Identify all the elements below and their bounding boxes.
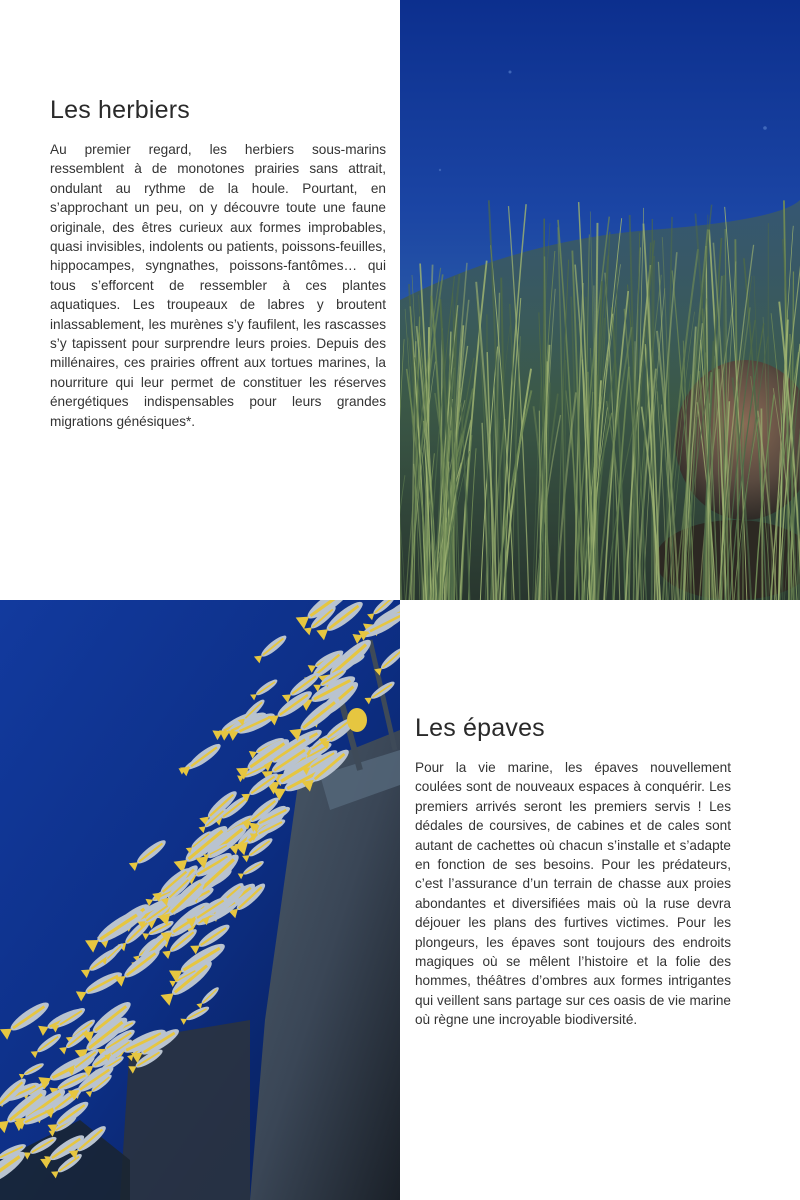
- herbiers-heading: Les herbiers: [50, 96, 190, 124]
- wreck-fish-illustration: [0, 600, 400, 1200]
- epaves-paragraph: Pour la vie marine, les épaves nouvellement coulées sont de nouveaux espaces à conquérir. Les premiers arrivés seront les premiers servis ! Les dédales de coursives, de cabines et de cales sont autant de cachettes où chacun s’installe et s’adapte en fonction de ses besoins. Pour les prédateurs, c’est l’assurance d’un terrain de chasse aux proies abondantes et diversifiées mais où la ruse devra déjouer les plans des furtives victimes. Pour les plongeurs, les épaves sont toujours des endroits magiques où se mêlent l’histoire et la folie des hommes, théâtres d’ombres aux formes intrigantes qui veillent sans partage sur ces oasis de vie marine où règne une incroyable biodiversité.: [415, 760, 731, 1028]
- seagrass-photo: [400, 0, 800, 600]
- seagrass-illustration: [400, 0, 800, 600]
- wreck-fish-photo: [0, 600, 400, 1200]
- herbiers-paragraph: Au premier regard, les herbiers sous-marins ressemblent à de monotones prairies sans attrait, ondulant au rythme de la houle. Pourtant, en s’approchant un peu, on y découvre toute une faune originale, des êtres curieux aux formes improbables, quasi invisibles, indolents ou patients, poissons-feuilles, hippocampes, syngnathes, poissons-fantômes… qui tous s’efforcent de ressembler à ces plantes aquatiques. Les troupeaux de labres y broutent inlassablement, les murènes s’y faufilent, les rascasses s’y tapissent pour surprendre leurs proies. Depuis des millénaires, ces prairies offrent aux tortues marines, la nourriture qui leur permet de constituer les réserves énergétiques indispensables pour leurs grandes migrations génésiques*.: [50, 142, 386, 429]
- epaves-heading: Les épaves: [415, 714, 545, 742]
- herbiers-text-panel: [0, 0, 400, 600]
- epaves-text-panel: [400, 600, 800, 1200]
